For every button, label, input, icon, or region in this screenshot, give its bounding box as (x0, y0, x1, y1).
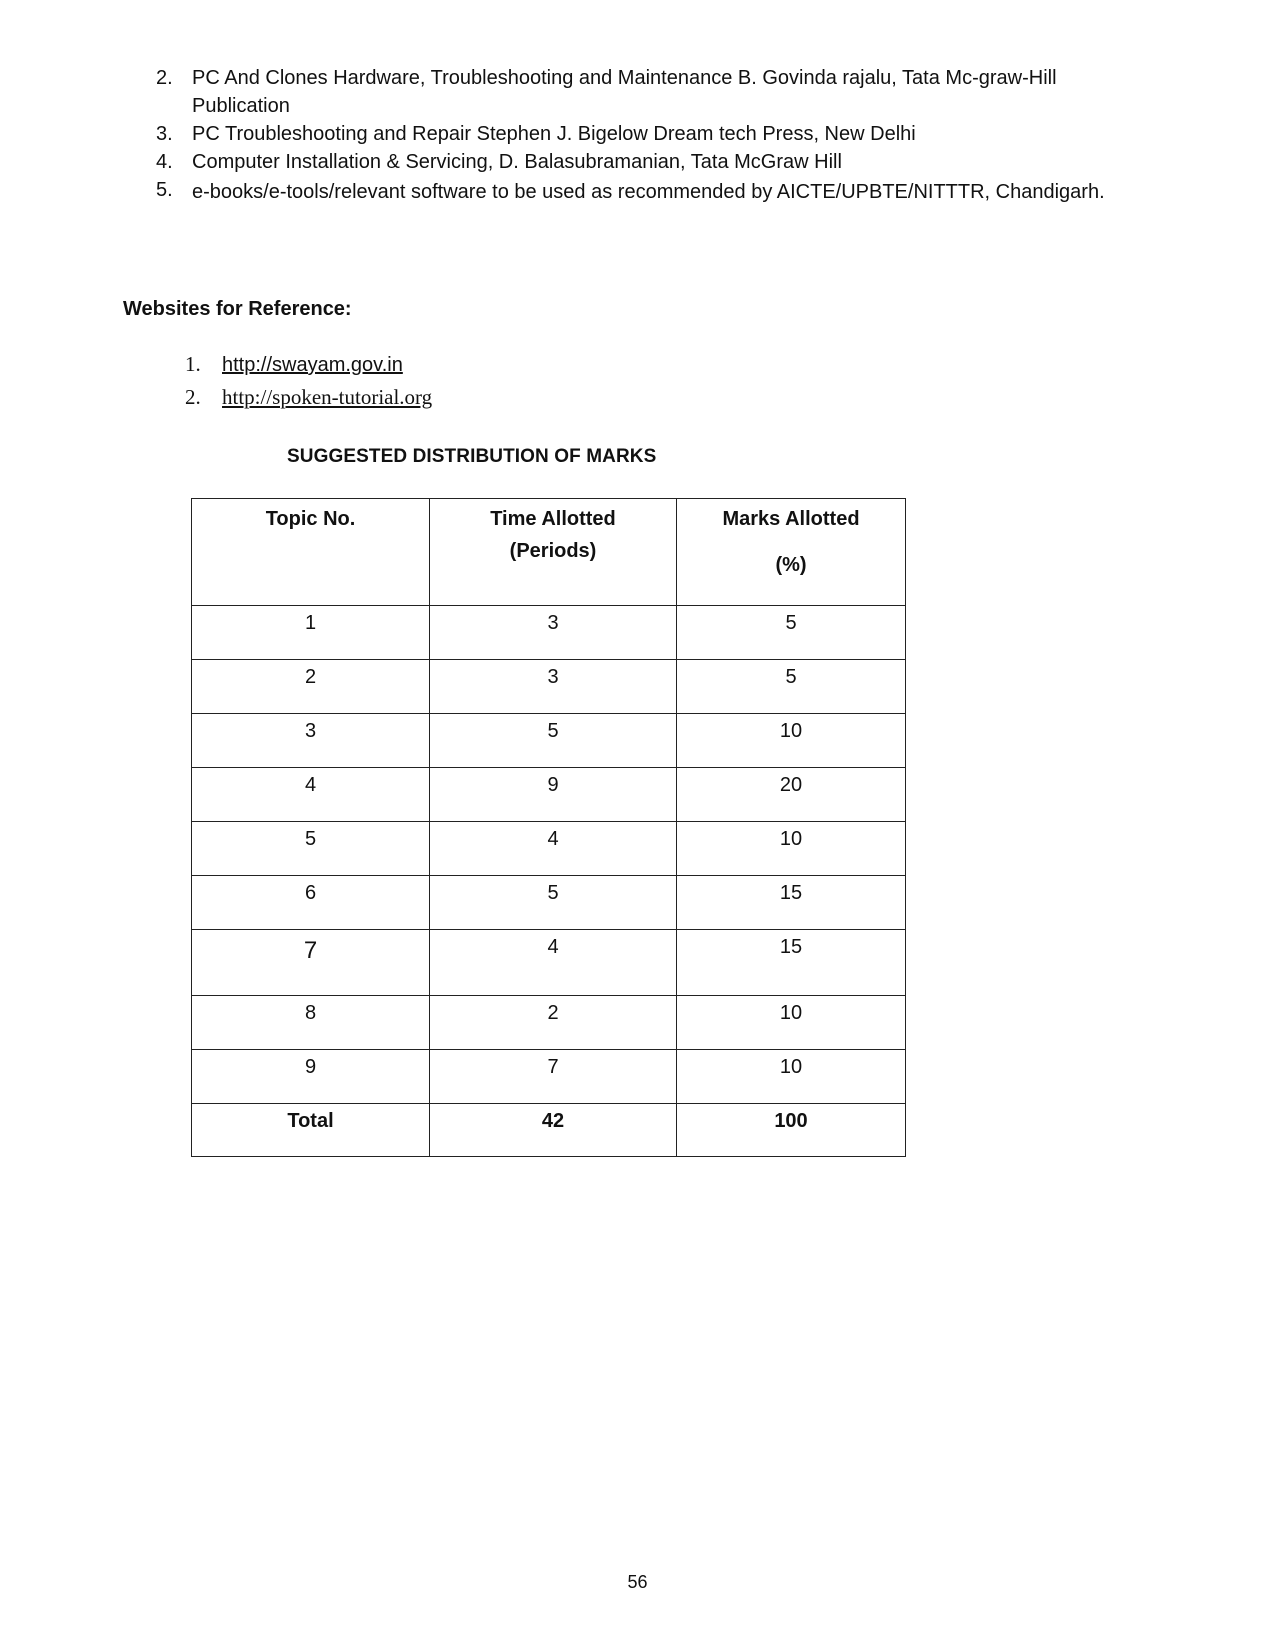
list-item-number: 3. (156, 123, 173, 145)
list-item (150, 120, 1145, 148)
cell-topic: 1 (192, 606, 430, 660)
list-item-number: 2. (185, 385, 201, 409)
website-list (185, 350, 432, 416)
list-item-text: PC And Clones Hardware, Troubleshooting and Maintenance B. Govinda rajalu, Tata Mc-graw-Hill Publication (192, 67, 1057, 117)
table-row (192, 996, 906, 1050)
table-header-row (192, 499, 906, 606)
table-title: SUGGESTED DISTRIBUTION OF MARKS (287, 446, 657, 467)
cell-topic: 7 (192, 930, 430, 996)
cell-marks: 15 (677, 930, 906, 996)
list-item-number: 1. (185, 352, 201, 376)
marks-distribution-table (191, 498, 906, 1157)
cell-time: 5 (430, 714, 677, 768)
cell-time: 4 (430, 822, 677, 876)
list-item-text: Computer Installation & Servicing, D. Balasubramanian, Tata McGraw Hill (192, 151, 842, 173)
list-item (185, 350, 432, 383)
cell-topic: 6 (192, 876, 430, 930)
table-row (192, 1050, 906, 1104)
table-row (192, 714, 906, 768)
table-row (192, 606, 906, 660)
list-item-text: PC Troubleshooting and Repair Stephen J. Bigelow Dream tech Press, New Delhi (192, 123, 916, 145)
list-item (150, 64, 1145, 120)
cell-topic: 4 (192, 768, 430, 822)
list-item-number: 5. (156, 179, 173, 201)
list-item-text: e-books/e-tools/relevant software to be used as recommended by AICTE/UPBTE/NITTTR, Chandigarh. (192, 181, 1105, 203)
cell-marks: 20 (677, 768, 906, 822)
cell-topic: 9 (192, 1050, 430, 1104)
cell-marks: 10 (677, 1050, 906, 1104)
cell-marks: 10 (677, 714, 906, 768)
header-topic-no (192, 499, 430, 606)
cell-total-marks: 100 (677, 1104, 906, 1157)
table-row (192, 768, 906, 822)
websites-heading: Websites for Reference: (123, 298, 352, 320)
header-marks-label: Marks Allotted (722, 508, 860, 530)
cell-time: 4 (430, 930, 677, 996)
reference-book-list (150, 64, 1145, 208)
table-row (192, 930, 906, 996)
cell-marks: 5 (677, 660, 906, 714)
cell-marks: 10 (677, 822, 906, 876)
header-marks-allotted (677, 499, 906, 606)
list-item-number: 2. (156, 67, 173, 89)
list-item-number: 4. (156, 151, 173, 173)
header-topic-label: Topic No. (265, 508, 356, 530)
header-time-allotted (430, 499, 677, 606)
table-row (192, 876, 906, 930)
list-item (185, 383, 432, 416)
list-item (150, 148, 1145, 176)
cell-marks: 15 (677, 876, 906, 930)
page-number: 56 (627, 1572, 648, 1592)
list-item (150, 176, 1145, 208)
website-link-spoken-tutorial[interactable]: http://spoken-tutorial.org (222, 385, 433, 409)
cell-marks: 5 (677, 606, 906, 660)
cell-time: 3 (430, 606, 677, 660)
cell-topic: 5 (192, 822, 430, 876)
cell-time: 5 (430, 876, 677, 930)
cell-topic: 3 (192, 714, 430, 768)
website-link-swayam[interactable]: http://swayam.gov.in (222, 354, 403, 376)
table-total-row (192, 1104, 906, 1157)
header-marks-unit: (%) (775, 554, 807, 576)
cell-time: 9 (430, 768, 677, 822)
header-time-unit: (Periods) (509, 540, 597, 562)
cell-time: 3 (430, 660, 677, 714)
cell-time: 7 (430, 1050, 677, 1104)
table-row (192, 660, 906, 714)
cell-total-label: Total (192, 1104, 430, 1157)
header-time-label: Time Allotted (490, 508, 616, 530)
table-row (192, 822, 906, 876)
cell-time: 2 (430, 996, 677, 1050)
cell-total-time: 42 (430, 1104, 677, 1157)
cell-topic: 2 (192, 660, 430, 714)
cell-topic: 8 (192, 996, 430, 1050)
cell-marks: 10 (677, 996, 906, 1050)
